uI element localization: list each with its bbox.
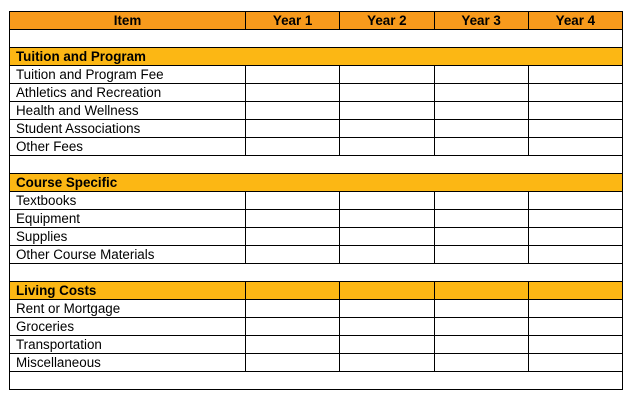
section-title: Tuition and Program [10, 48, 623, 66]
table-row [10, 66, 623, 84]
year-3-cell[interactable] [434, 120, 528, 138]
year-3-cell[interactable] [434, 246, 528, 264]
year-4-cell[interactable] [528, 84, 622, 102]
year-3-cell[interactable] [434, 66, 528, 84]
year-2-cell[interactable] [340, 66, 434, 84]
year-2-cell[interactable] [340, 300, 434, 318]
row-label: Other Fees [10, 138, 246, 156]
table-row [10, 120, 623, 138]
year-1-cell[interactable] [246, 246, 340, 264]
year-3-cell[interactable] [434, 210, 528, 228]
header-item: Item [10, 12, 246, 30]
header-year-1: Year 1 [246, 12, 340, 30]
row-label: Equipment [10, 210, 246, 228]
year-3-cell[interactable] [434, 354, 528, 372]
row-label: Other Course Materials [10, 246, 246, 264]
table-row [10, 228, 623, 246]
table-row [10, 192, 623, 210]
year-4-cell[interactable] [528, 246, 622, 264]
year-1-cell[interactable] [246, 300, 340, 318]
year-4-cell[interactable] [528, 120, 622, 138]
row-label: Health and Wellness [10, 102, 246, 120]
header-year-4: Year 4 [528, 12, 622, 30]
spacer-row [10, 156, 623, 174]
year-1-cell[interactable] [246, 318, 340, 336]
header-year-2: Year 2 [340, 12, 434, 30]
budget-table [9, 11, 623, 390]
section-row-course [10, 174, 623, 192]
year-4-cell[interactable] [528, 138, 622, 156]
year-1-cell[interactable] [246, 120, 340, 138]
table-row [10, 210, 623, 228]
row-label: Textbooks [10, 192, 246, 210]
section-title: Course Specific [10, 174, 623, 192]
table-row [10, 246, 623, 264]
year-2-cell[interactable] [340, 210, 434, 228]
spacer-row [10, 264, 623, 282]
year-2-cell[interactable] [340, 192, 434, 210]
year-1-cell[interactable] [246, 138, 340, 156]
row-label: Supplies [10, 228, 246, 246]
header-row [10, 12, 623, 30]
year-1-cell[interactable] [246, 228, 340, 246]
table-row [10, 354, 623, 372]
year-3-cell[interactable] [434, 192, 528, 210]
year-2-cell[interactable] [340, 102, 434, 120]
table-row [10, 336, 623, 354]
year-2-cell[interactable] [340, 246, 434, 264]
table-row [10, 102, 623, 120]
year-1-cell[interactable] [246, 84, 340, 102]
year-3-cell[interactable] [434, 102, 528, 120]
year-2-cell[interactable] [340, 84, 434, 102]
year-3-cell[interactable] [434, 336, 528, 354]
header-year-3: Year 3 [434, 12, 528, 30]
year-4-cell[interactable] [528, 102, 622, 120]
table-row [10, 318, 623, 336]
year-4-cell[interactable] [528, 228, 622, 246]
row-label: Groceries [10, 318, 246, 336]
year-1-cell[interactable] [246, 192, 340, 210]
year-3-cell[interactable] [434, 84, 528, 102]
spacer-row [10, 30, 623, 48]
year-3-cell[interactable] [434, 228, 528, 246]
row-label: Transportation [10, 336, 246, 354]
year-3-cell[interactable] [434, 300, 528, 318]
row-label: Student Associations [10, 120, 246, 138]
year-2-cell[interactable] [340, 318, 434, 336]
year-4-cell[interactable] [528, 300, 622, 318]
section-title: Living Costs [10, 282, 246, 300]
year-2-cell[interactable] [340, 228, 434, 246]
year-4-cell[interactable] [528, 210, 622, 228]
row-label: Rent or Mortgage [10, 300, 246, 318]
year-2-cell[interactable] [340, 138, 434, 156]
year-4-cell[interactable] [528, 354, 622, 372]
year-1-cell[interactable] [246, 336, 340, 354]
year-1-cell[interactable] [246, 354, 340, 372]
section-row-living [10, 282, 623, 300]
section-row-tuition [10, 48, 623, 66]
year-4-cell[interactable] [528, 318, 622, 336]
year-1-cell[interactable] [246, 210, 340, 228]
spacer-row [10, 372, 623, 390]
year-1-cell[interactable] [246, 66, 340, 84]
row-label: Athletics and Recreation [10, 84, 246, 102]
year-2-cell[interactable] [340, 336, 434, 354]
year-2-cell[interactable] [340, 120, 434, 138]
year-1-cell[interactable] [246, 102, 340, 120]
year-3-cell[interactable] [434, 318, 528, 336]
year-4-cell[interactable] [528, 192, 622, 210]
year-4-cell[interactable] [528, 66, 622, 84]
year-3-cell[interactable] [434, 138, 528, 156]
table-row [10, 138, 623, 156]
row-label: Tuition and Program Fee [10, 66, 246, 84]
year-4-cell[interactable] [528, 336, 622, 354]
table-row [10, 300, 623, 318]
row-label: Miscellaneous [10, 354, 246, 372]
table-row [10, 84, 623, 102]
year-2-cell[interactable] [340, 354, 434, 372]
